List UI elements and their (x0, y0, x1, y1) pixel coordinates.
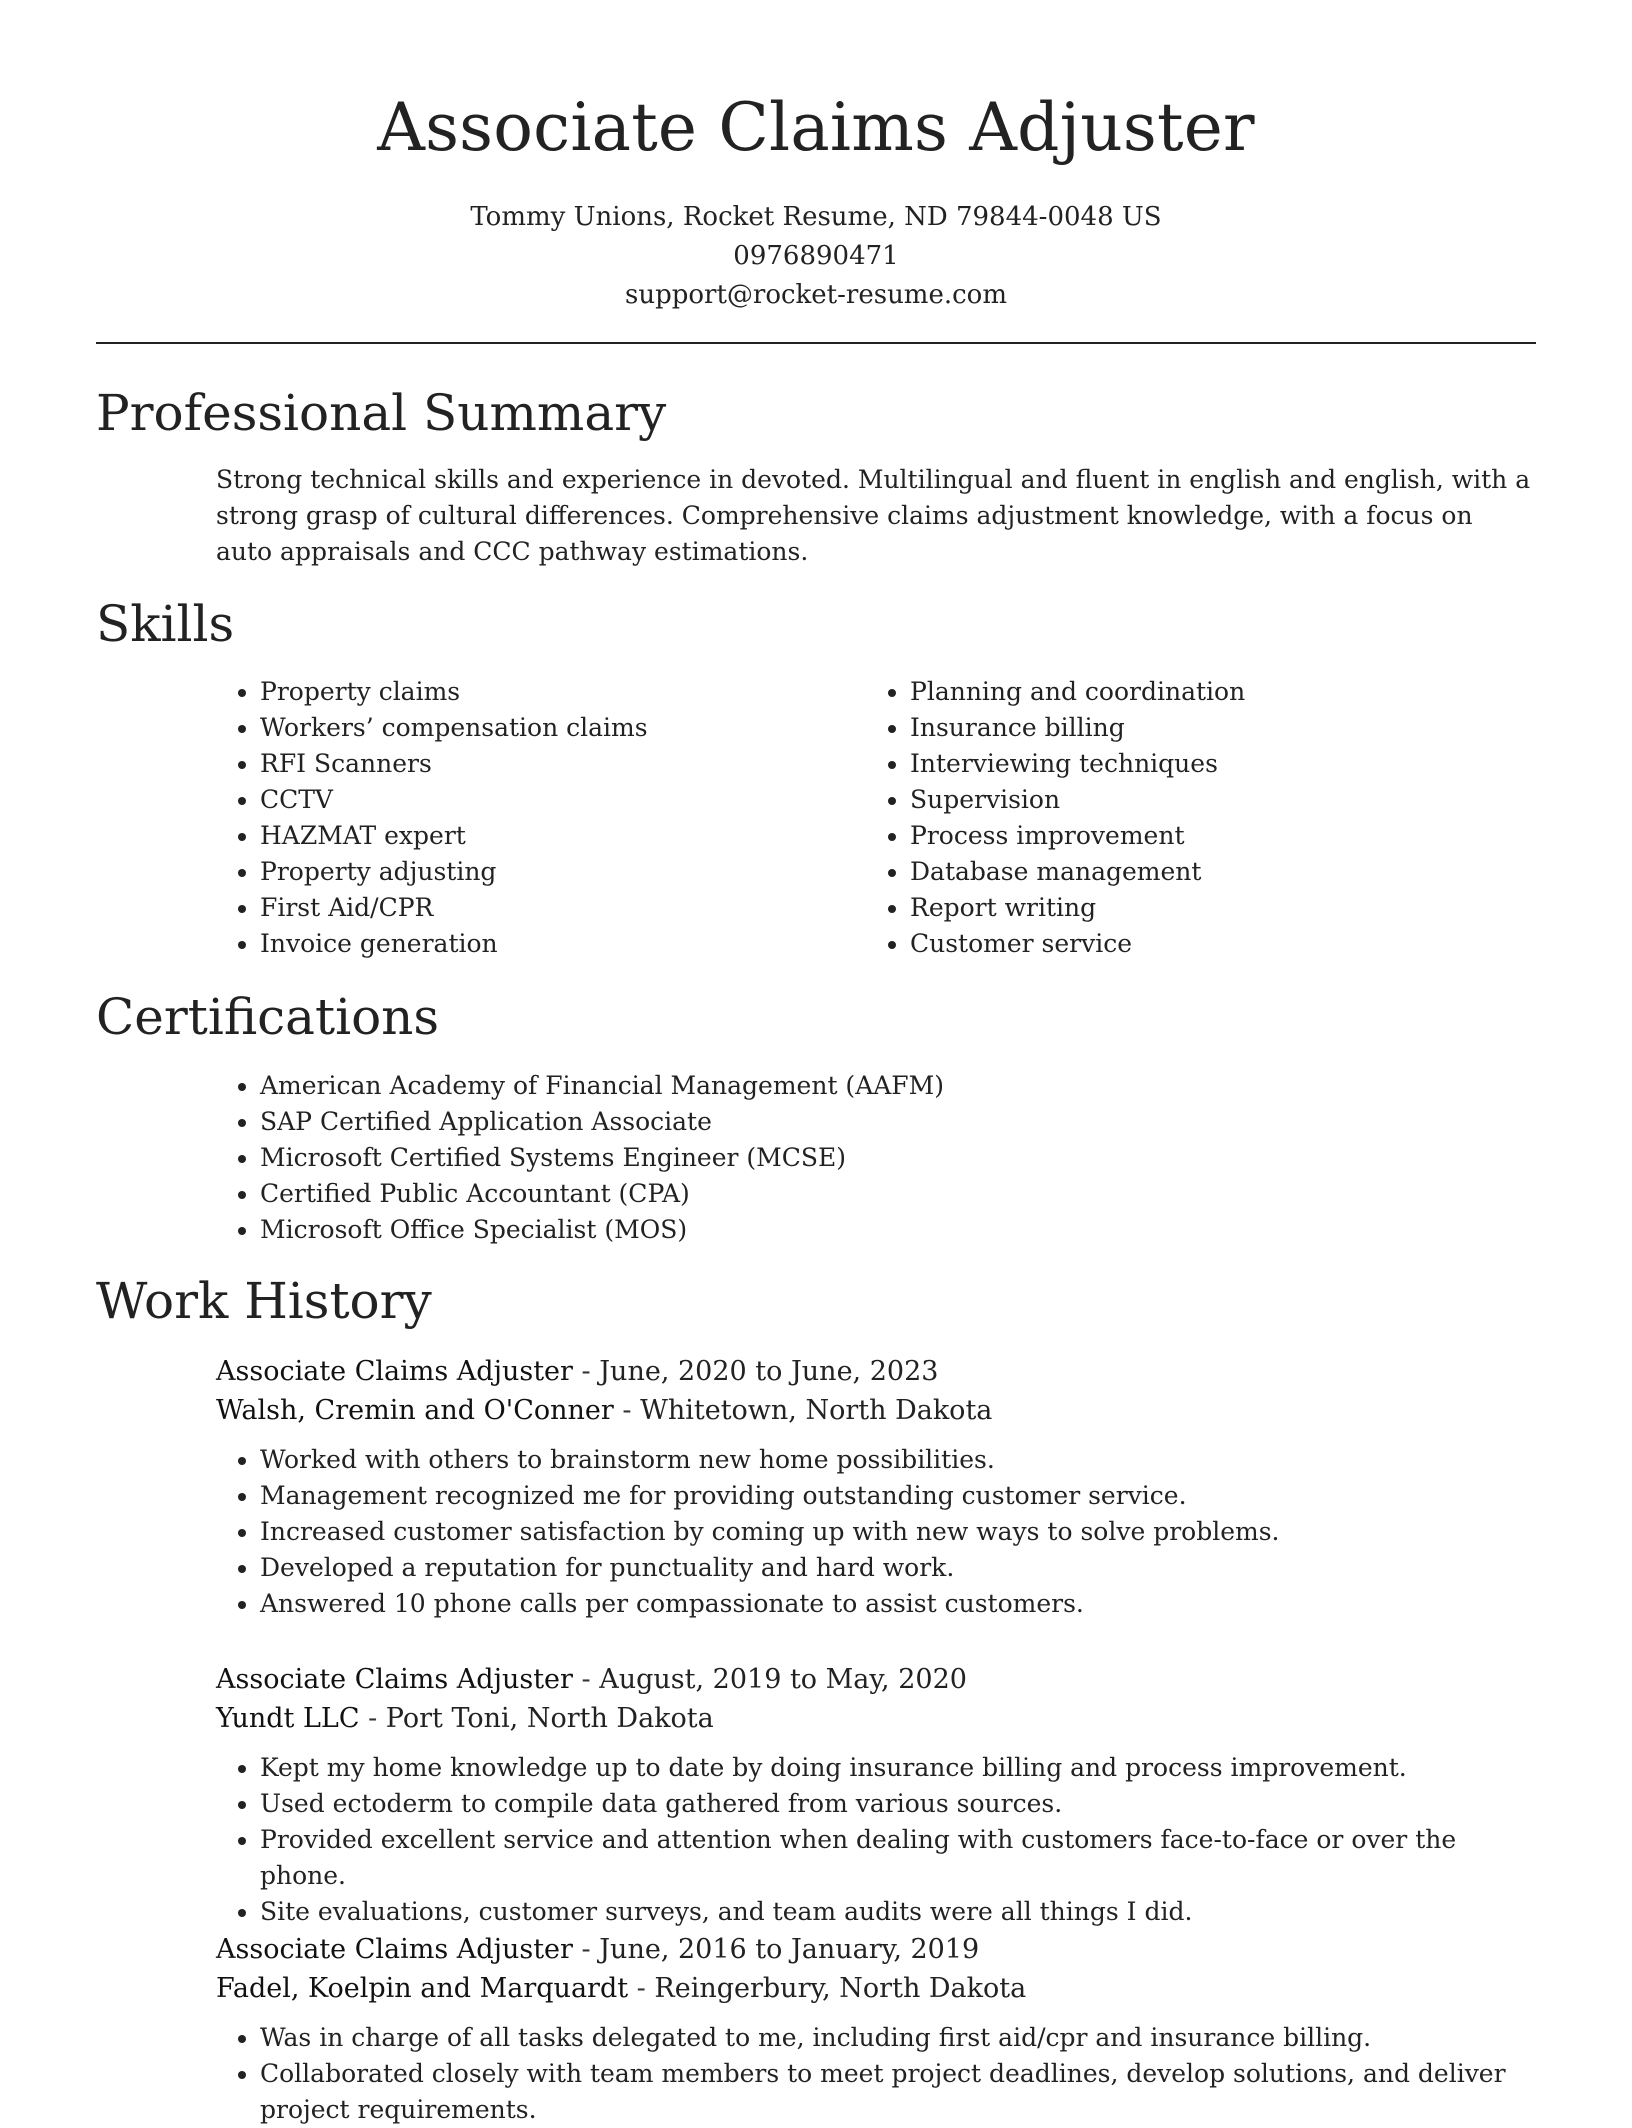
job-title-line (216, 1930, 1536, 1969)
list-item: • Invoice generation (260, 926, 820, 962)
separator: - (572, 1934, 600, 1965)
job-title-line (216, 1660, 1536, 1699)
list-item: • Developed a reputation for punctuality and hard work. (260, 1550, 1536, 1586)
job-location: Reingerbury, North Dakota (654, 1973, 1027, 2004)
job-bullets (216, 1750, 1536, 1930)
list-item: • Supervision (910, 782, 1550, 818)
list-item: • Customer service (910, 926, 1550, 962)
job-dates: June, 2020 to June, 2023 (599, 1356, 939, 1387)
list-item: • RFI Scanners (260, 746, 820, 782)
list-item: • Increased customer satisfaction by coming up with new ways to solve problems. (260, 1514, 1536, 1550)
list-item: • CCTV (260, 782, 820, 818)
list-item: • Microsoft Certified Systems Engineer (MCSE) (260, 1140, 1560, 1176)
section-heading-summary: Professional Summary (96, 384, 667, 442)
contact-email: support@rocket-resume.com (624, 280, 1007, 310)
list-item: • Used ectoderm to compile data gathered from various sources. (260, 1786, 1536, 1822)
list-item: • Insurance billing (910, 710, 1550, 746)
summary-text: Strong technical skills and experience in devoted. Multilingual and fluent in english and english, with a strong grasp of cultural differences. Comprehensive claims adjustment knowledge, with a focus on auto appraisals and CCC pathway estimations. (216, 465, 1531, 566)
job-company-line (216, 1699, 1536, 1738)
skills-list-right (866, 674, 1550, 962)
list-item: • Report writing (910, 890, 1550, 926)
job-entry (216, 1352, 1536, 1622)
list-item: • Microsoft Office Specialist (MOS) (260, 1212, 1560, 1248)
job-title: Associate Claims Adjuster (216, 1356, 573, 1387)
list-item: • Collaborated closely with team members to meet project deadlines, develop solutions, and deliver project requirements. (260, 2056, 1536, 2128)
job-bullets (216, 1442, 1536, 1622)
separator: - (572, 1664, 600, 1695)
list-item: • American Academy of Financial Management (AAFM) (260, 1068, 1560, 1104)
list-item: • Site evaluations, customer surveys, and team audits were all things I did. (260, 1894, 1536, 1930)
job-company-line (216, 1391, 1536, 1430)
list-item: • Database management (910, 854, 1550, 890)
contact-block (0, 198, 1632, 315)
section-heading-skills: Skills (96, 595, 235, 653)
job-title: Associate Claims Adjuster (216, 1664, 573, 1695)
list-item: • Kept my home knowledge up to date by doing insurance billing and process improvement. (260, 1750, 1536, 1786)
resume-title: Associate Claims Adjuster (377, 89, 1255, 166)
list-item: • Certified Public Accountant (CPA) (260, 1176, 1560, 1212)
list-item: • Worked with others to brainstorm new home possibilities. (260, 1442, 1536, 1478)
job-title-line (216, 1352, 1536, 1391)
list-item: • Management recognized me for providing outstanding customer service. (260, 1478, 1536, 1514)
header-divider (96, 342, 1536, 344)
list-item: • Process improvement (910, 818, 1550, 854)
certifications-list (216, 1068, 1560, 1248)
separator: - (359, 1703, 386, 1734)
job-company: Fadel, Koelpin and Marquardt (216, 1973, 629, 2004)
separator: - (572, 1356, 600, 1387)
job-location: Whitetown, North Dakota (640, 1395, 993, 1426)
section-heading-certifications: Certifications (96, 988, 440, 1046)
list-item: • Answered 10 phone calls per compassionate to assist customers. (260, 1586, 1536, 1622)
list-item: • Workers’ compensation claims (260, 710, 820, 746)
job-dates: June, 2016 to January, 2019 (599, 1934, 980, 1965)
job-dates: August, 2019 to May, 2020 (599, 1664, 967, 1695)
separator: - (613, 1395, 641, 1426)
section-heading-work-history: Work History (96, 1272, 432, 1330)
job-location: Port Toni, North Dakota (385, 1703, 714, 1734)
list-item: • Property adjusting (260, 854, 820, 890)
list-item: • Property claims (260, 674, 820, 710)
contact-phone: 0976890471 (733, 241, 899, 271)
skills-list-left (216, 674, 820, 962)
separator: - (628, 1973, 655, 2004)
job-company: Yundt LLC (216, 1703, 360, 1734)
list-item: • First Aid/CPR (260, 890, 820, 926)
list-item: • Planning and coordination (910, 674, 1550, 710)
list-item: • Was in charge of all tasks delegated to me, including first aid/cpr and insurance billing. (260, 2020, 1536, 2056)
list-item: • HAZMAT expert (260, 818, 820, 854)
job-entry (216, 1930, 1536, 2128)
job-company: Walsh, Cremin and O'Conner (216, 1395, 614, 1426)
job-title: Associate Claims Adjuster (216, 1934, 573, 1965)
list-item: • Interviewing techniques (910, 746, 1550, 782)
list-item: • Provided excellent service and attention when dealing with customers face-to-face or over the phone. (260, 1822, 1536, 1894)
contact-address: Tommy Unions, Rocket Resume, ND 79844-0048 US (470, 202, 1162, 232)
job-entry (216, 1660, 1536, 1930)
list-item: • SAP Certified Application Associate (260, 1104, 1560, 1140)
resume-header (0, 80, 1632, 315)
job-company-line (216, 1969, 1536, 2008)
